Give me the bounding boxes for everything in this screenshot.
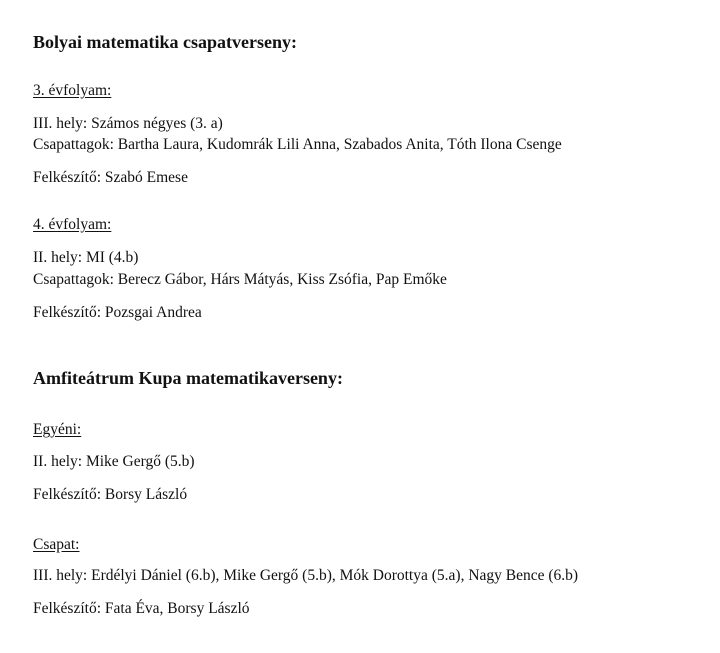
individual-label: Egyéni:: [33, 421, 82, 438]
grade-3-members: Csapattagok: Bartha Laura, Kudomrák Lili Anna, Szabados Anita, Tóth Ilona Csenge: [33, 136, 562, 153]
grade-4-label: 4. évfolyam:: [33, 216, 112, 233]
grade-4-trainer: Felkészítő: Pozsgai Andrea: [33, 304, 202, 321]
team-label: Csapat:: [33, 536, 80, 553]
individual-trainer: Felkészítő: Borsy László: [33, 486, 188, 503]
grade-3-place: III. hely: Számos négyes (3. a): [33, 115, 223, 132]
grade-3-trainer: Felkészítő: Szabó Emese: [33, 169, 188, 186]
grade-3-label: 3. évfolyam:: [33, 82, 112, 99]
grade-4-place: II. hely: MI (4.b): [33, 249, 139, 266]
team-place: III. hely: Erdélyi Dániel (6.b), Mike Gergő (5.b), Mók Dorottya (5.a), Nagy Bence (6.b): [33, 567, 579, 584]
grade-4-members: Csapattagok: Berecz Gábor, Hárs Mátyás, Kiss Zsófia, Pap Emőke: [33, 271, 447, 288]
individual-place: II. hely: Mike Gergő (5.b): [33, 453, 195, 470]
section-title-amfiteatrum: Amfiteátrum Kupa matematikaverseny:: [33, 368, 343, 388]
section-title-bolyai: Bolyai matematika csapatverseny:: [33, 32, 297, 52]
team-trainer: Felkészítő: Fata Éva, Borsy László: [33, 600, 250, 617]
